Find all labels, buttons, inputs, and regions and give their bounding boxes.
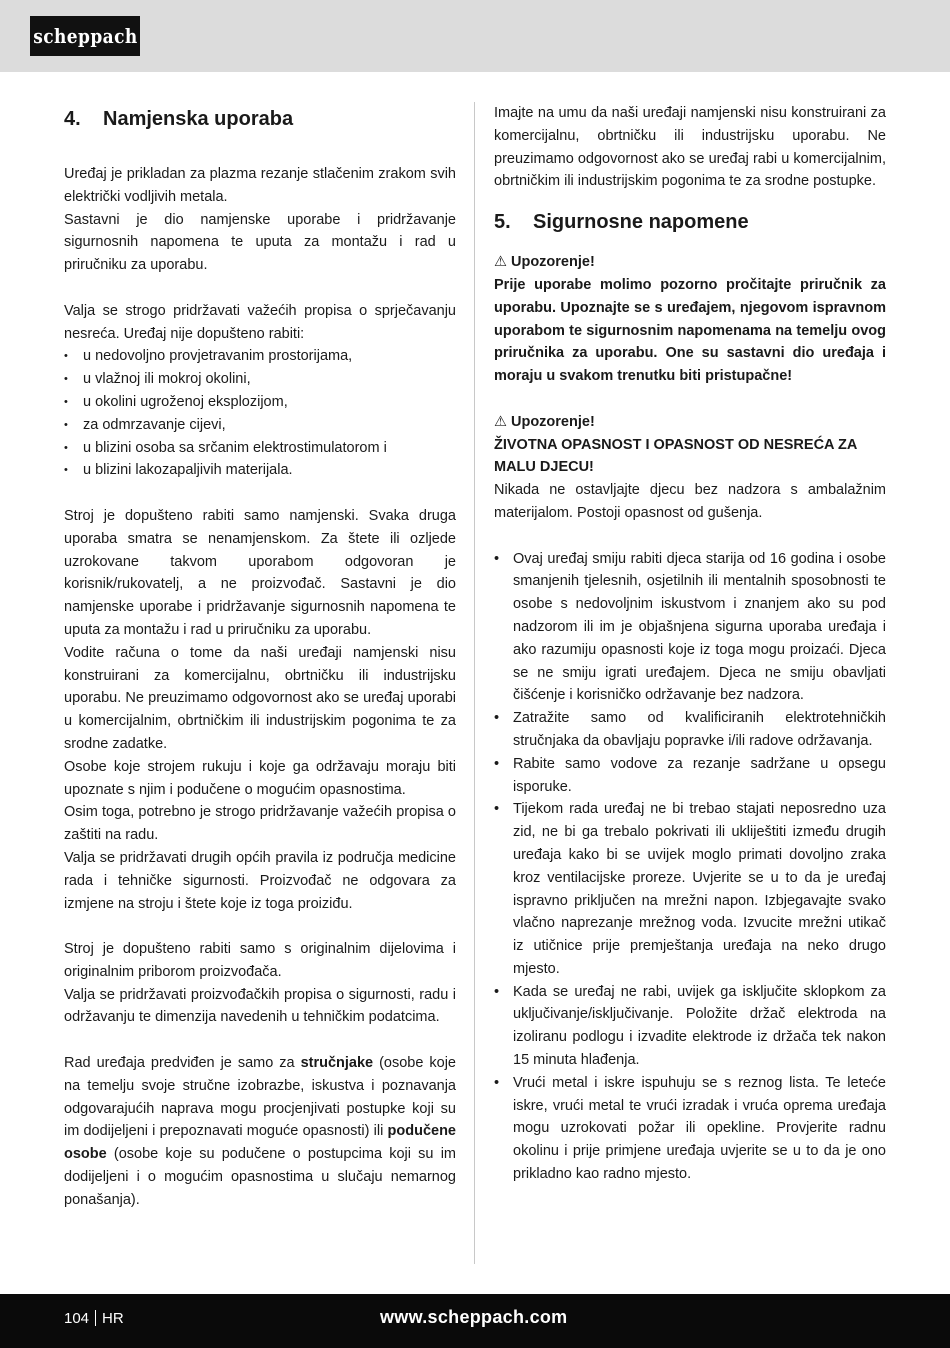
brand-logo: scheppach xyxy=(30,16,140,56)
warning-title: ⚠ Upozorenje! xyxy=(494,411,886,434)
heading-number: 5. xyxy=(494,211,511,234)
section-heading-4 xyxy=(64,102,456,136)
page-number: 104 HR xyxy=(64,1310,124,1327)
heading-title: Namjenska uporaba xyxy=(103,108,294,130)
paragraph: Stroj je dopušteno rabiti samo s originalnim dijelovima i originalnim priborom proizvođača. xyxy=(64,941,456,980)
warning-text: Prije uporabe molimo pozorno pročitajte priručnik za uporabu. Upoznajte se s uređajem, njegovom ispravnom uporabom te sigurnosnim napomenama na temelju ovog priručnika za uporabu. One su sastavni dio uređaja i moraju u svakom trenutku biti pristupačne! xyxy=(494,276,886,385)
paragraph: Osim toga, potrebno je strogo pridržavanje važećih propisa o zaštiti na radu. xyxy=(64,804,456,844)
warning-icon: ⚠ xyxy=(494,254,507,271)
paragraph: Imajte na umu da naši uređaji namjenski nisu konstruirani za komercijalnu, obrtničku ili industrijsku uporabu. Ne preuzimamo odgovornost ako se uređaj rabi u komercijalnim, obrtničkim ili industrijskim pogonima te za srodne postupke. xyxy=(494,105,886,190)
page-footer xyxy=(0,1294,950,1348)
paragraph: Valja se pridržavati proizvođačkih propisa o sigurnosti, radu i održavanju te dimenzija navedenih u tehničkim podatcima. xyxy=(64,986,456,1026)
right-column xyxy=(494,102,886,1186)
column-divider xyxy=(474,102,475,1264)
list-item: • u blizini osoba sa srčanim elektrostimulatorom i xyxy=(64,437,456,460)
paragraph: Uređaj je prikladan za plazma rezanje stlačenim zrakom svih električki vodljivih metala. xyxy=(64,166,456,205)
heading-number: 4. xyxy=(64,108,81,130)
paragraph: Nikada ne ostavljajte djecu bez nadzora s ambalažnim materijalom. Postoji opasnost od gušenja. xyxy=(494,482,886,521)
paragraph: Valja se strogo pridržavati važećih propisa o sprječavanju nesreća. Uređaj nije dopušteno rabiti: xyxy=(64,302,456,342)
section-heading-5 xyxy=(494,205,886,239)
list-item: • u vlažnoj ili mokroj okolini, xyxy=(64,368,456,391)
warning-title: ⚠ Upozorenje! xyxy=(494,251,886,274)
list-item: • Vrući metal i iskre ispuhuju se s reznog lista. Te leteće iskre, vrući metal te vrući izradak i vruća oprema uređaja mogu uzrokovati požar ili opekline. Provjerite radnu okolinu i prije primjene uređaja uvjerite se u to da je ono prikladno kao radno mjesto. xyxy=(494,1072,886,1186)
paragraph: Valja se pridržavati drugih općih pravila iz područja medicine rada i tehničke sigurnosti. Proizvođač ne odgovara za izmjene na stroju i štete koje iz toga proiziđu. xyxy=(64,849,456,912)
list-item: • za odmrzavanje cijevi, xyxy=(64,414,456,437)
restriction-list xyxy=(64,345,456,482)
warning-icon: ⚠ xyxy=(494,413,507,430)
list-item: • Zatražite samo od kvalificiranih elektrotehničkih stručnjaka da obavljaju popravke i/ili radove održavanja. xyxy=(494,707,886,753)
list-item: • Ovaj uređaj smiju rabiti djeca starija od 16 godina i osobe smanjenih tjelesnih, osjetilnih ili mentalnih sposobnosti te osobe s nedovoljnim iskustvom i znanjem ako su pod nadzorom ili im je objašnjena sigurna uporaba uređaja i ako razumiju opasnosti koje iz toga mogu proizaći. Djeca se ne smiju igrati uređajem. Djeca ne smiju obavljati čišćenje i korisničko održavanje bez nadzora. xyxy=(494,548,886,708)
list-item: • Kada se uređaj ne rabi, uvijek ga isključite sklopkom za uključivanje/isključivanje. Položite držač elektroda na izoliranu podlogu i izvadite elektrode iz držača tek nakon 15 minuta hlađenja. xyxy=(494,981,886,1072)
paragraph-qualified-persons: Rad uređaja predviđen je samo za stručnjake (osobe koje na temelju svoje stručne izobrazbe, iskustva i poznavanja odgovarajućih naprava mogu procjenjivati postupke koji su im dodijeljeni i prepoznavati moguće opasnosti) ili podučene osobe (osobe koje su podučene o postupcima koji su im dodijeljeni i o mogućim opasnostima u slučaju nemarnog ponašanja). xyxy=(64,1055,456,1208)
safety-list xyxy=(494,548,886,1186)
warning-caps: ŽIVOTNA OPASNOST I OPASNOST OD NESREĆA ZA MALU DJECU! xyxy=(494,436,857,476)
list-item: • u nedovoljno provjetravanim prostorijama, xyxy=(64,345,456,368)
list-item: • u blizini lakozapaljivih materijala. xyxy=(64,459,456,482)
left-column xyxy=(64,102,456,1212)
list-item: • Tijekom rada uređaj ne bi trebao stajati neposredno uza zid, ne bi ga trebalo pokrivati ili ukliještiti između drugih uređaja kako bi se uvijek moglo primati dovoljno zraka kroz ventilacijske proreze. Uvjerite se u to da je uređaj ispravno priključen na mrežni napon. Izbjegavajte svako vlačno naprezanje mrežnog voda. Izvucite mrežni utikač iz utičnice prije premještanja uređaja na neko drugo mjesto. xyxy=(494,798,886,980)
list-item: • u okolini ugroženoj eksplozijom, xyxy=(64,391,456,414)
paragraph: Osobe koje strojem rukuju i koje ga održavaju moraju biti upoznate s njim i podučene o mogućim opasnostima. xyxy=(64,758,456,798)
heading-title: Sigurnosne napomene xyxy=(533,211,749,234)
page-header xyxy=(0,0,950,72)
paragraph: Vodite računa o tome da naši uređaji namjenski nisu konstruirani za komercijalnu, obrtničku ili industrijsku uporabu. Ne preuzimamo odgovornost ako se uređaj uporabi u komercijalnim, obrtničkim ili industrijskim pogonima te za srodne zadatke. xyxy=(64,644,456,752)
website-link[interactable]: www.scheppach.com xyxy=(380,1307,568,1327)
paragraph: Stroj je dopušteno rabiti samo namjenski. Svaka druga uporaba smatra se nenamjenskom. Za štete ili ozljede uzrokovane takvom uporabom odgovoran je korisnik/rukovatelj, a ne proizvođač. Sastavni je dio namjenske uporabe i pridržavanje sigurnosnih napomena te uputa za montažu i rad u priručniku za uporabu. xyxy=(64,507,456,638)
paragraph: Sastavni je dio namjenske uporabe i pridržavanje sigurnosnih napomena te uputa za montažu i rad u priručniku za uporabu. xyxy=(64,211,456,274)
list-item: • Rabite samo vodove za rezanje sadržane u opsegu isporuke. xyxy=(494,753,886,799)
